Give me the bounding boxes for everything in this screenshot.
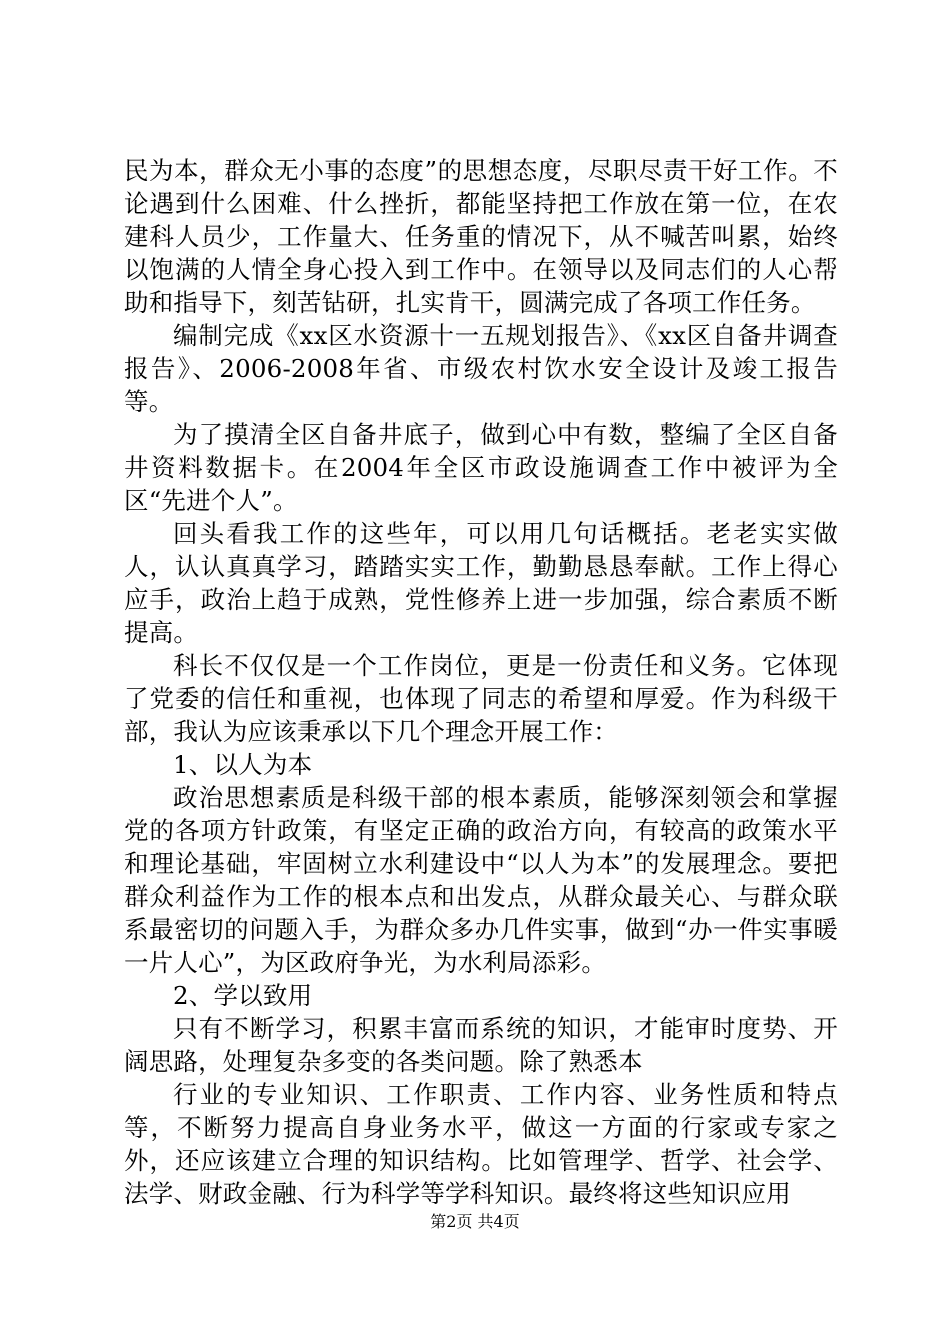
paragraph-8: 行业的专业知识、工作职责、工作内容、业务性质和特点等，不断努力提高自身业务水平，做这一方面的行家或专家之外，还应该建立合理的知识结构。比如管理学、哲学、社会学、法学、财政金融、行为科学等学科知识。最终将这些知识应用 <box>124 1080 838 1208</box>
paragraph-6: 政治思想素质是科级干部的根本素质，能够深刻领会和掌握党的各项方针政策，有坚定正确的政治方向，有较高的政策水平和理论基础，牢固树立水利建设中“以人为本”的发展理念。要把群众利益作为工作的根本点和出发点，从群众最关心、与群众联系最密切的问题入手，为群众多办几件实事，做到“办一件实事暖一片人心”，为区政府争光，为水利局添彩。 <box>124 783 838 977</box>
document-body <box>124 154 838 1210</box>
paragraph-3: 为了摸清全区自备井底子，做到心中有数，整编了全区自备井资料数据卡。在2004年全区市政设施调查工作中被评为全区“先进个人”。 <box>124 420 838 515</box>
paragraph-7: 只有不断学习，积累丰富而系统的知识，才能审时度势、开阔思路，处理复杂多变的各类问题。除了熟悉本 <box>124 1014 838 1076</box>
paragraph-4: 回头看我工作的这些年，可以用几句话概括。老老实实做人，认认真真学习，踏踏实实工作，勤勤恳恳奉献。工作上得心应手，政治上趋于成熟，党性修养上进一步加强，综合素质不断提高。 <box>124 519 838 647</box>
paragraph-1: 民为本，群众无小事的态度”的思想态度，尽职尽责干好工作。不论遇到什么困难、什么挫折，都能坚持把工作放在第一位，在农建科人员少，工作量大、任务重的情况下，从不喊苦叫累，始终以饱满的人情全身心投入到工作中。在领导以及同志们的人心帮助和指导下，刻苦钻研，扎实肯干，圆满完成了各项工作任务。 <box>124 156 838 317</box>
section-heading-1: 1、以人为本 <box>173 750 313 779</box>
page-number-label: 第2页 共4页 <box>430 1212 520 1231</box>
paragraph-5: 科长不仅仅是一个工作岗位，更是一份责任和义务。它体现了党委的信任和重视，也体现了同志的希望和厚爱。作为科级干部，我认为应该秉承以下几个理念开展工作： <box>124 651 838 746</box>
paragraph-2: 编制完成《xx区水资源十一五规划报告》、《xx区自备井调查报告》、2006-2008年省、市级农村饮水安全设计及竣工报告等。 <box>124 321 838 416</box>
section-heading-2: 2、学以致用 <box>173 981 313 1010</box>
page-footer <box>0 1211 950 1233</box>
